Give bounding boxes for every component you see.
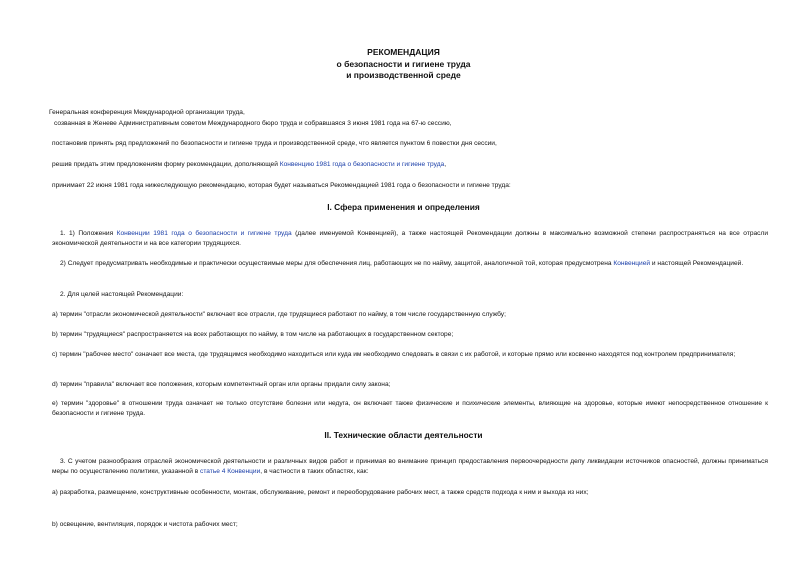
area-b: b) освещение, вентиляция, порядок и чистота рабочих мест; [52, 521, 238, 528]
s1-p1-text-a: 1. 1) Положения [60, 230, 117, 237]
section-1-paragraph-2 [52, 259, 768, 269]
article-4-link[interactable]: статье 4 Конвенции [200, 467, 261, 475]
preamble-p4-text-a: решив придать этим предложениям форму рекомендации, дополняющей [52, 161, 280, 168]
convention-1981-link[interactable]: Конвенции 1981 года о безопасности и гигиене труда [116, 230, 292, 237]
s2-p1-text-b: , в частности в таких областях, как: [260, 467, 369, 475]
s1-p2-text-b: и настоящей Рекомендацией. [650, 260, 744, 267]
definition-a: а) термин "отрасли экономической деятельности" включает все отрасли, где трудящиеся работают по найму, в том числе государственную службу; [52, 311, 506, 318]
s2-p1-text-a: 3. С учетом разнообразия отраслей экономической деятельности и различных видов работ и принимая во внимание принцип предоставления первоочередности делу ликвидации источников опасностей, должны приниматься меры по осуществлению политики, указанной в [52, 458, 768, 475]
preamble-paragraph-5: принимает 22 июня 1981 года нижеследующую рекомендацию, которая будет называться Рекомендацией 1981 года о безопасности и гигиене труда: [52, 182, 511, 189]
s1-p2-text-a: 2) Следует предусматривать необходимые и практически осуществимые меры для обеспечения лиц, работающих не по найму, защитой, аналогичной той, которая предусмотрена [60, 260, 614, 267]
definition-c: с) термин "рабочее место" означает все места, где трудящимся необходимо находиться или куда им необходимо следовать в связи с их работой, и которые прямо или косвенно находятся под контролем предпринимателя; [52, 351, 736, 358]
preamble-paragraph-1: Генеральная конференция Международной организации труда, [49, 109, 245, 116]
preamble-p4-text-b: , [444, 161, 447, 168]
title-line-3: и производственной среде [346, 70, 461, 80]
preamble-paragraph-4 [52, 160, 768, 170]
title-line-2: о безопасности и гигиене труда [336, 58, 471, 69]
preamble-paragraph-3: постановив принять ряд предложений по безопасности и гигиене труда и производственной среде, что является пунктом 6 повестки дня сессии, [52, 140, 497, 147]
section-1-paragraph-3: 2. Для целей настоящей Рекомендации: [60, 291, 184, 298]
definition-b: b) термин "трудящиеся" распространяется на всех работающих по найму, в том числе на работающих в государственном секторе; [52, 331, 454, 338]
section-1-heading: I. Сфера применения и определения [327, 202, 480, 212]
s1-p1-text-b: (далее именуемой Конвенцией), а также настоящей Рекомендации должны в максимально возможной степени распространяться на все отрасли экономической деятельности и на все категории трудящихся. [52, 230, 768, 247]
convention-short-link[interactable]: Конвенцией [613, 260, 651, 267]
definition-d: d) термин "правила" включает все положения, которым компетентный орган или органы придали силу закона; [52, 381, 391, 388]
area-a: а) разработка, размещение, конструктивные особенности, монтаж, обслуживание, ремонт и переоборудование рабочих мест, а также средств подхода к ним и выхода из них; [52, 489, 589, 496]
preamble-paragraph-2: созванная в Женеве Административным советом Международного бюро труда и собравшаяся 3 июня 1981 года на 67-ю сессию, [54, 120, 452, 127]
section-2-heading: II. Технические области деятельности [324, 430, 483, 440]
definition-e: е) термин "здоровье" в отношении труда означает не только отсутствие болезни или недуга, он включает также физические и психические элементы, влияющие на здоровье, которые имеют непосредственное отношение к безопасности и гигиене труда. [52, 400, 768, 417]
title-line-1: РЕКОМЕНДАЦИЯ [367, 47, 440, 57]
convention-link[interactable]: Конвенцию 1981 года о безопасности и гигиене труда [279, 161, 445, 168]
section-1-paragraph-1 [52, 229, 768, 248]
section-2-paragraph-1 [52, 457, 768, 476]
document-title [0, 47, 807, 82]
